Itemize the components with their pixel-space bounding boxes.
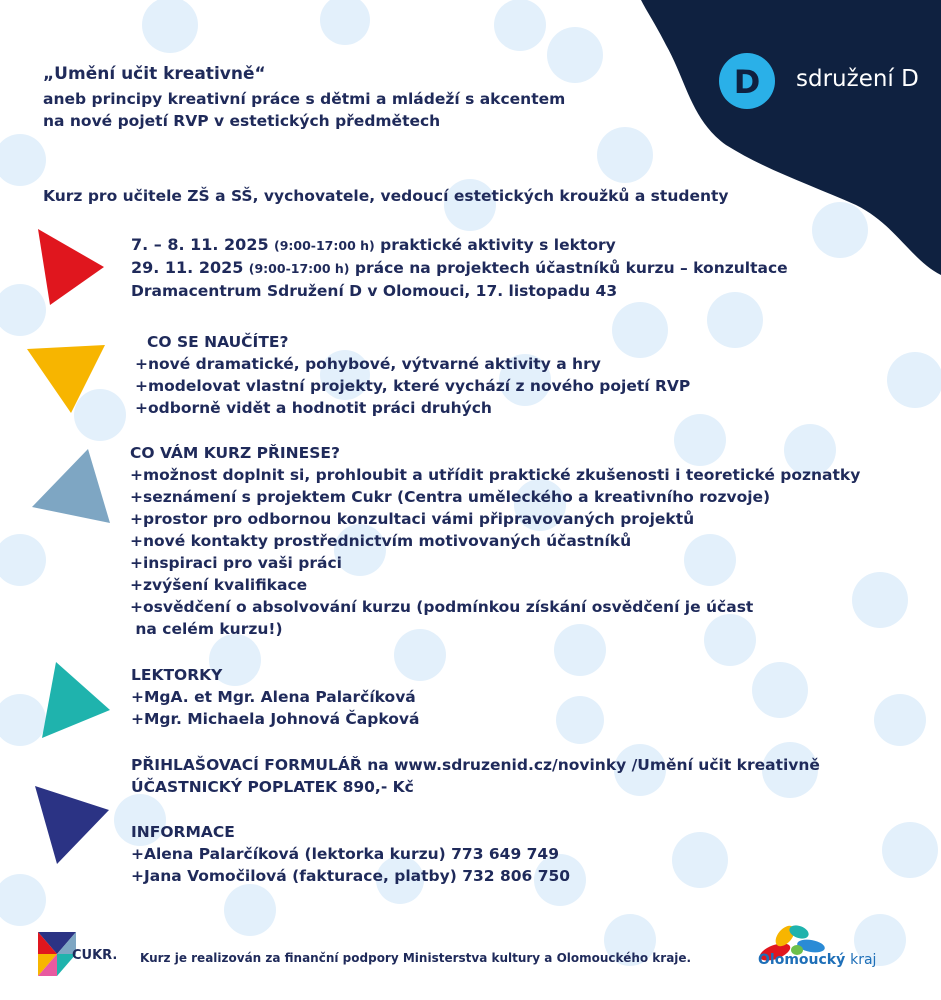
- olomoucky-kraj-text: [758, 952, 876, 968]
- benefit-item: +osvědčení o absolvování kurzu (podmínkou získání osvědčení je účast: [130, 598, 754, 616]
- lecturer-item: +Mgr. Michaela Johnová Čapková: [131, 710, 420, 728]
- page-subtitle: [43, 88, 565, 132]
- cukr-label: CUKR.: [72, 948, 118, 963]
- benefit-item: +seznámení s projektem Cukr (Centra uměleckého a kreativního rozvoje): [130, 488, 771, 506]
- page-title: „Umění učit kreativně“: [43, 64, 266, 84]
- kraj-suffix: kraj: [850, 952, 877, 968]
- subtitle-line: na nové pojetí RVP v estetických předmětech: [43, 112, 441, 130]
- info-item: +Jana Vomočilová (fakturace, platby) 732 806 750: [131, 867, 571, 885]
- learn-item: +modelovat vlastní projekty, které vychází z nového pojetí RVP: [135, 377, 691, 395]
- teal-triangle-icon: [40, 660, 112, 740]
- date-desc: práce na projektech účastníků kurzu – konzultace: [354, 259, 788, 277]
- benefit-item: +možnost doplnit si, prohloubit a utřídit praktické zkušenosti i teoretické poznatky: [130, 466, 861, 484]
- yellow-triangle-icon: [25, 343, 107, 415]
- info-heading: INFORMACE: [131, 823, 235, 841]
- learn-item: +nové dramatické, pohybové, výtvarné aktivity a hry: [135, 355, 601, 373]
- dates-block: [131, 234, 788, 302]
- lecturer-item: +MgA. et Mgr. Alena Palarčíková: [131, 688, 416, 706]
- learn-heading: CO SE NAUČÍTE?: [147, 333, 289, 351]
- info-section: [131, 821, 570, 887]
- registration-section: [131, 754, 820, 798]
- lecturers-section: [131, 664, 419, 730]
- date-value: 7. – 8. 11. 2025: [131, 235, 269, 254]
- benefit-item: +inspiraci pro vaši práci: [130, 554, 342, 572]
- sdruzeni-d-logo-icon: [719, 53, 775, 109]
- learn-item: +odborně vidět a hodnotit práci druhých: [135, 399, 492, 417]
- date-time: (9:00-17:00 h): [248, 261, 350, 276]
- learn-section: [135, 331, 690, 419]
- date-row: [131, 234, 788, 257]
- benefit-item: +nové kontakty prostřednictvím motivovaných účastníků: [130, 532, 632, 550]
- benefit-item: na celém kurzu!): [130, 620, 283, 638]
- benefit-item: +prostor pro odbornou konzultaci vámi připravovaných projektů: [130, 510, 695, 528]
- date-time: (9:00-17:00 h): [273, 238, 375, 253]
- registration-line: PŘIHLAŠOVACÍ FORMULÁŘ na www.sdruzenid.cz/novinky /Umění učit kreativně: [131, 756, 820, 774]
- red-triangle-icon: [36, 227, 106, 307]
- fee-line: ÚČASTNICKÝ POPLATEK 890,- Kč: [131, 778, 414, 796]
- benefits-heading: CO VÁM KURZ PŘINESE?: [130, 444, 340, 462]
- logo-letter: D: [733, 63, 761, 101]
- date-value: 29. 11. 2025: [131, 258, 244, 277]
- support-text: Kurz je realizován za finanční podpory Ministerstva kultury a Olomouckého kraje.: [140, 951, 692, 965]
- brand-name: sdružení D: [796, 66, 919, 92]
- benefits-section: [130, 442, 860, 640]
- benefit-item: +zvýšení kvalifikace: [130, 576, 308, 594]
- date-row: [131, 257, 788, 280]
- info-item: +Alena Palarčíková (lektorka kurzu) 773 649 749: [131, 845, 559, 863]
- venue: Dramacentrum Sdružení D v Olomouci, 17. listopadu 43: [131, 282, 618, 300]
- lecturers-heading: LEKTORKY: [131, 666, 223, 684]
- navy-triangle-icon: [33, 784, 111, 866]
- kraj-name: Olomoucký: [758, 952, 846, 968]
- date-desc: praktické aktivity s lektory: [380, 236, 616, 254]
- audience-text: Kurz pro učitele ZŠ a SŠ, vychovatele, vedoucí estetických kroužků a studenty: [43, 187, 729, 205]
- gray-triangle-icon: [30, 447, 112, 527]
- subtitle-line: aneb principy kreativní práce s dětmi a mládeží s akcentem: [43, 90, 566, 108]
